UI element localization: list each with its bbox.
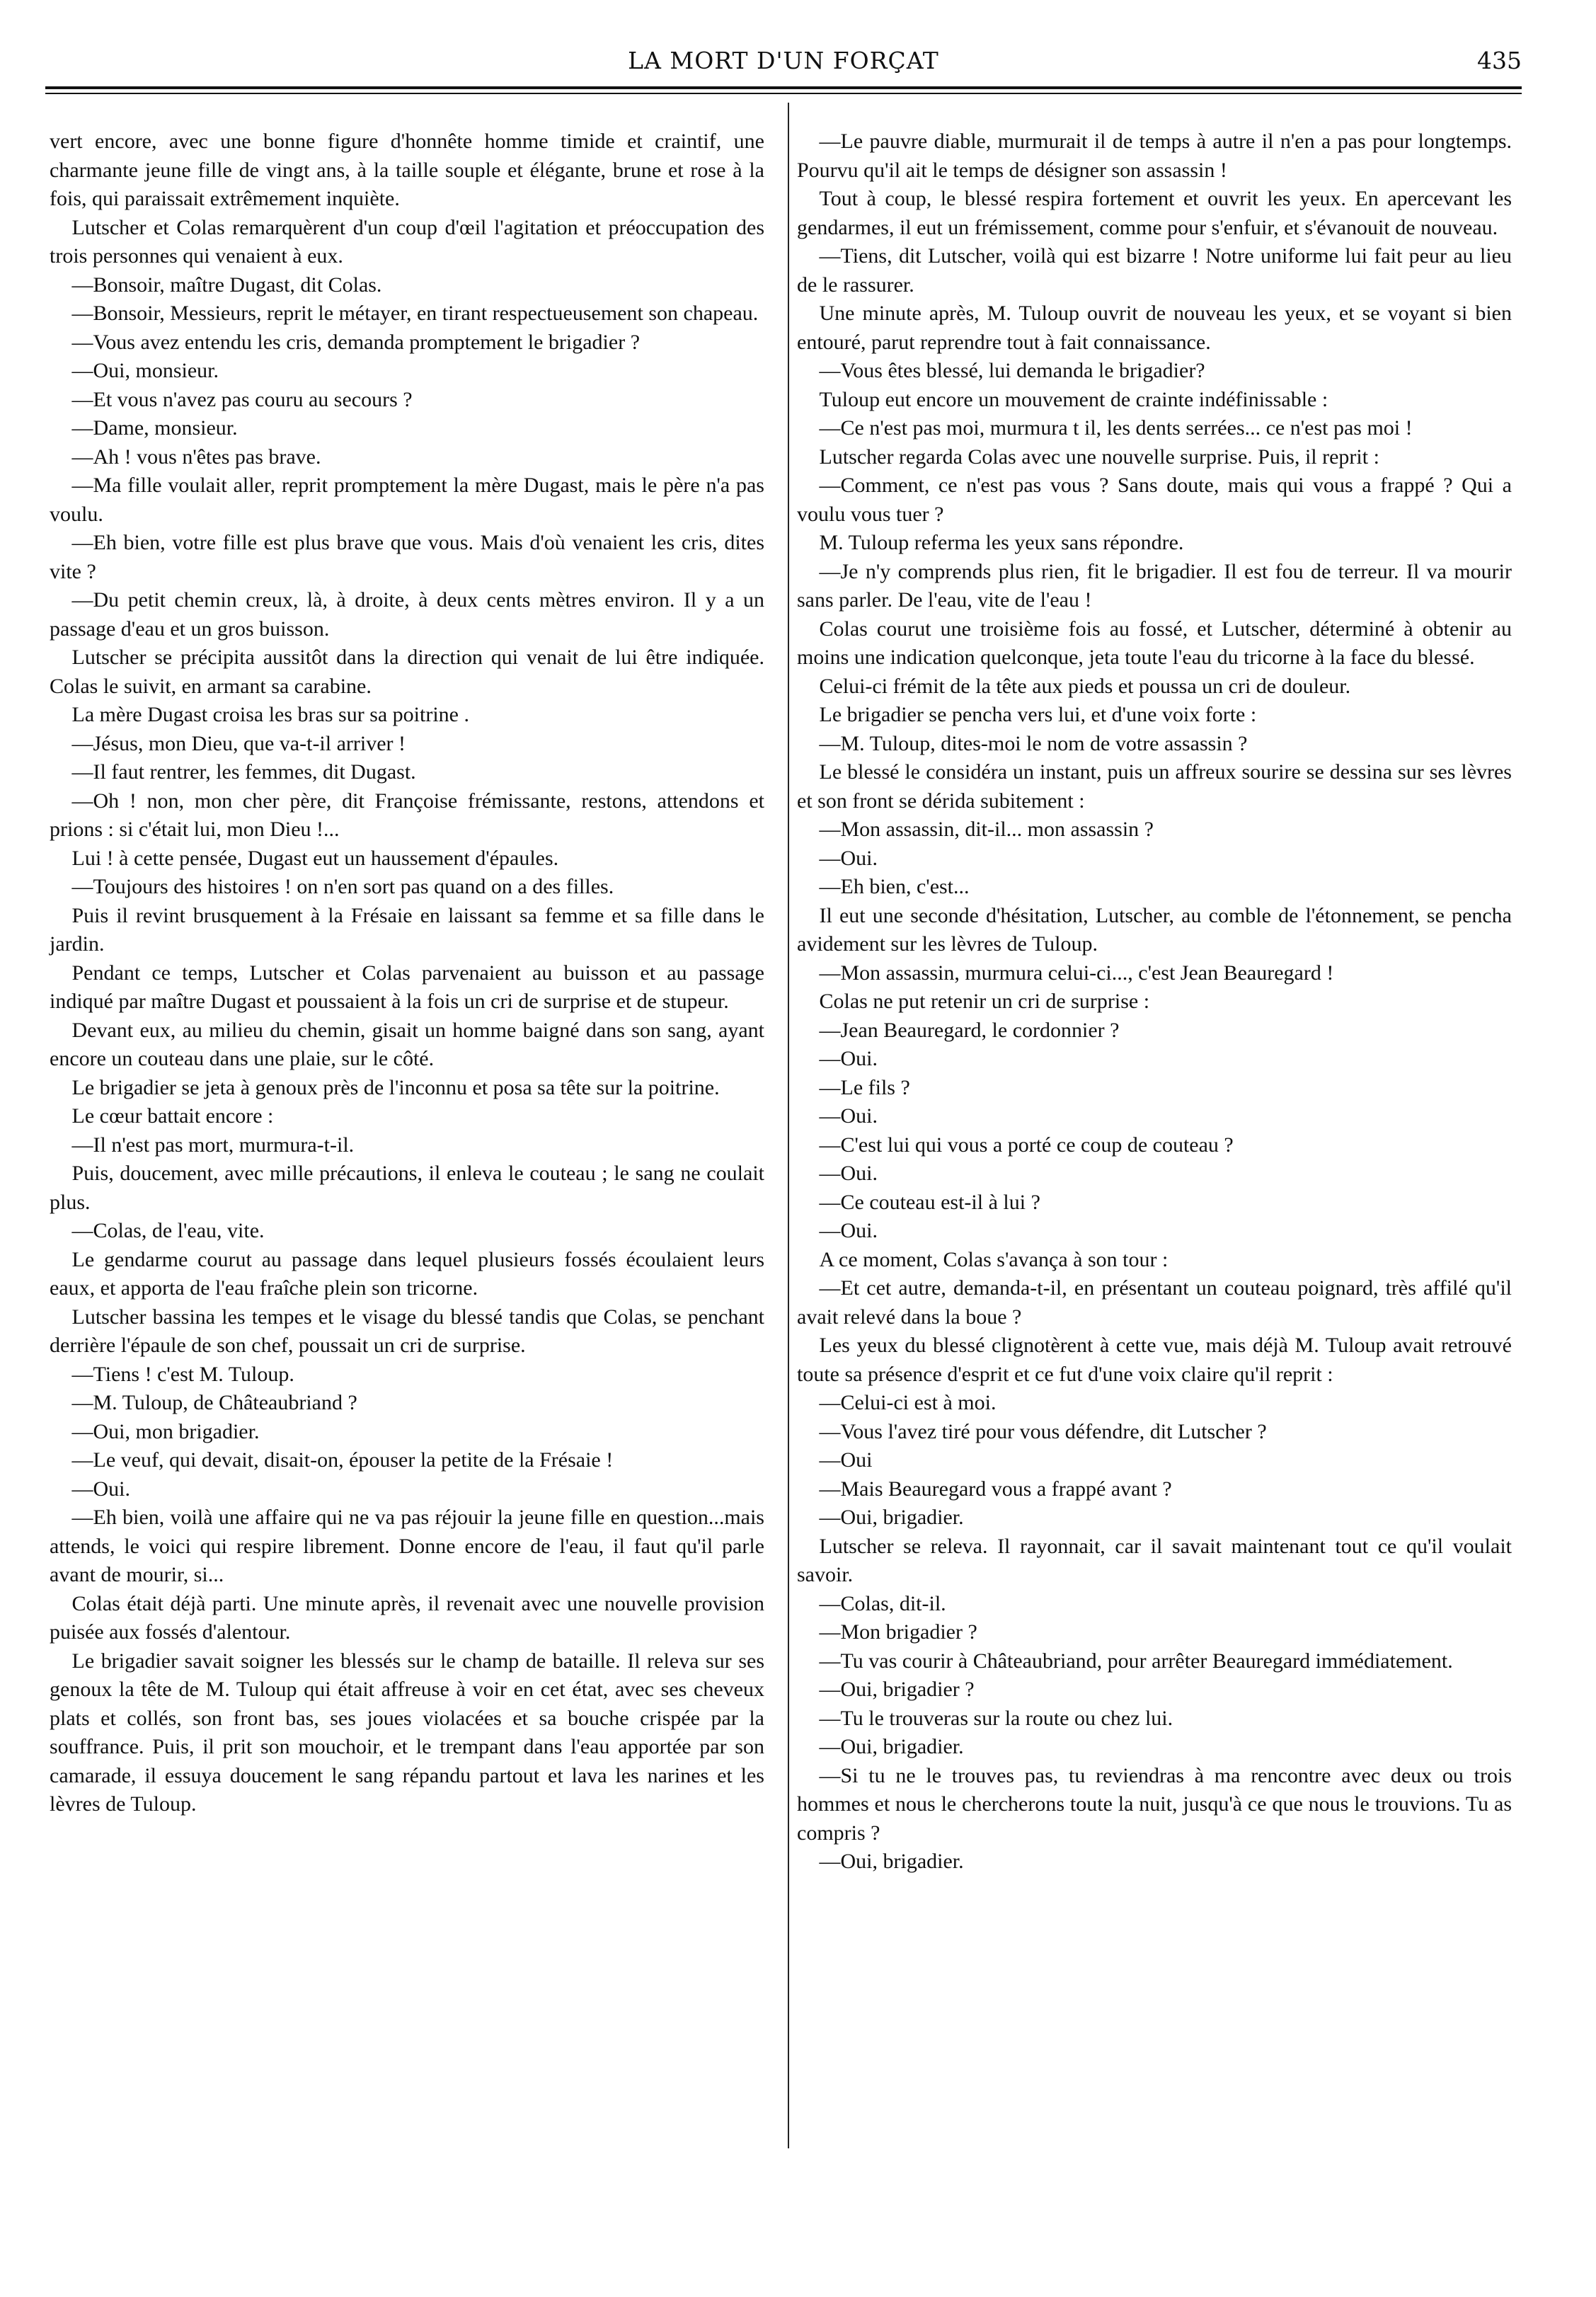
paragraph: Le blessé le considéra un instant, puis un affreux sourire se dessina sur ses lèvres et son front se dérida subitement : <box>797 760 1512 813</box>
paragraph: —Mon assassin, dit-il... mon assassin ? <box>819 818 1154 841</box>
paragraph: —C'est lui qui vous a porté ce coup de couteau ? <box>819 1133 1234 1157</box>
paragraph: —Tu vas courir à Châteaubriand, pour arrêter Beauregard immédiatement. <box>819 1649 1453 1673</box>
paragraph: —Oui. <box>71 1477 130 1501</box>
paragraph: —Oui. <box>819 1219 878 1242</box>
paragraph: —Mais Beauregard vous a frappé avant ? <box>819 1477 1172 1501</box>
header-rule-thin <box>45 93 1522 94</box>
paragraph: —Ma fille voulait aller, reprit promptement la mère Dugast, mais le père n'a pas voulu. <box>50 474 764 526</box>
paragraph: —Du petit chemin creux, là, à droite, à deux cents mètres environ. Il y a un passage d'eau et un gros buisson. <box>50 588 764 641</box>
paragraph: —Jésus, mon Dieu, que va-t-il arriver ! <box>71 731 406 755</box>
paragraph: —Et cet autre, demanda-t-il, en présentant un couteau poignard, très affilé qu'il avait relevé dans la boue ? <box>797 1276 1512 1329</box>
paragraph: —Oui, brigadier. <box>819 1850 964 1873</box>
paragraph: Le brigadier savait soigner les blessés sur le champ de bataille. Il releva sur ses genoux la tête de M. Tuloup qui était affreuse à voir en cet état, avec ses cheveux plats et collés, son front bas, ses joues violacées et sa bouche crispée par la souffrance. Puis, il prit son mouchoir, et le trempant dans l'eau apportée par son camarade, il essuya doucement le sang répandu partout et lava les narines et les lèvres de Tuloup. <box>50 1649 764 1816</box>
paragraph: —M. Tuloup, dites-moi le nom de votre assassin ? <box>819 731 1248 755</box>
paragraph: Le cœur battait encore : <box>71 1104 274 1128</box>
paragraph: Une minute après, M. Tuloup ouvrit de nouveau les yeux, et se voyant si bien entouré, parut reprendre tout à fait connaissance. <box>797 302 1512 354</box>
paragraph: Lutscher se précipita aussitôt dans la direction qui venait de lui être indiquée. Colas le suivit, en armant sa carabine. <box>50 646 764 698</box>
paragraph: —Vous avez entendu les cris, demanda promptement le brigadier ? <box>71 330 641 354</box>
header-rule-thick <box>45 86 1522 89</box>
paragraph: —Bonsoir, maître Dugast, dit Colas. <box>71 273 382 297</box>
paragraph: Lui ! à cette pensée, Dugast eut un haussement d'épaules. <box>71 846 559 870</box>
paragraph: Lutscher et Colas remarquèrent d'un coup d'œil l'agitation et préoccupation des trois personnes qui venaient à eux. <box>50 215 764 268</box>
paragraph: —Le fils ? <box>819 1075 910 1099</box>
paragraph: Colas était déjà parti. Une minute après, il revenait avec une nouvelle provision puisée aux fossés d'alentour. <box>50 1591 764 1644</box>
paragraph: —Vous êtes blessé, lui demanda le brigadier? <box>819 359 1205 382</box>
paragraph: Colas ne put retenir un cri de surprise : <box>819 990 1150 1013</box>
paragraph: Tout à coup, le blessé respira fortement et ouvrit les yeux. En apercevant les gendarmes, il eut un frémissement, comme pour s'enfuir, et s'évanouit de nouveau. <box>797 187 1512 239</box>
paragraph: —Oui, brigadier. <box>819 1506 964 1529</box>
paragraph: —Toujours des histoires ! on n'en sort pas quand on a des filles. <box>71 875 614 898</box>
paragraph: —Ce couteau est-il à lui ? <box>819 1190 1040 1214</box>
paragraph: —Comment, ce n'est pas vous ? Sans doute, mais qui vous a frappé ? Qui a voulu vous tuer ? <box>797 474 1512 526</box>
paragraph: —Mon assassin, murmura celui-ci..., c'est Jean Beauregard ! <box>819 961 1334 985</box>
paragraph: —Celui-ci est à moi. <box>819 1391 997 1414</box>
paragraph: —M. Tuloup, de Châteaubriand ? <box>71 1391 357 1414</box>
paragraph: —Oui <box>819 1448 873 1472</box>
paragraph: Le brigadier se pencha vers lui, et d'une voix forte : <box>819 703 1257 726</box>
paragraph: —Tu le trouveras sur la route ou chez lui. <box>819 1706 1173 1730</box>
column-divider <box>788 103 789 2148</box>
paragraph: —Eh bien, c'est... <box>819 875 970 898</box>
paragraph: —Ah ! vous n'êtes pas brave. <box>71 445 321 469</box>
paragraph: Lutscher regarda Colas avec une nouvelle surprise. Puis, il reprit : <box>819 445 1379 469</box>
paragraph: —Oui, brigadier ? <box>819 1678 975 1701</box>
paragraph: —Oui. <box>819 1162 878 1185</box>
paragraph: —Dame, monsieur. <box>71 416 238 440</box>
running-title: LA MORT D'UN FORÇAT <box>628 47 939 74</box>
paragraph: —Oui, brigadier. <box>819 1735 964 1758</box>
paragraph: —Jean Beauregard, le cordonnier ? <box>819 1018 1120 1042</box>
paragraph: —Oui. <box>819 1104 878 1128</box>
paragraph: —Si tu ne le trouves pas, tu reviendras à ma rencontre avec deux ou trois hommes et nous le chercherons toute la nuit, jusqu'à ce que nous le trouvions. Tu as compris ? <box>797 1763 1512 1845</box>
right-column <box>797 127 1512 1877</box>
paragraph: Celui-ci frémit de la tête aux pieds et poussa un cri de douleur. <box>819 674 1351 698</box>
paragraph: —Colas, dit-il. <box>819 1591 946 1615</box>
paragraph: —Oui. <box>819 1047 878 1070</box>
paragraph: —Tiens, dit Lutscher, voilà qui est bizarre ! Notre uniforme lui fait peur au lieu de le rassurer. <box>797 244 1512 297</box>
left-column <box>50 127 764 1819</box>
paragraph: Puis, doucement, avec mille précautions, il enleva le couteau ; le sang ne coulait plus. <box>50 1162 764 1214</box>
page-header <box>45 47 1522 86</box>
paragraph: Colas courut une troisième fois au fossé, et Lutscher, déterminé à obtenir au moins une indication quelconque, jeta toute l'eau du tricorne à la face du blessé. <box>797 617 1512 669</box>
paragraph: Le gendarme courut au passage dans lequel plusieurs fossés écoulaient leurs eaux, et apporta de l'eau fraîche plein son tricorne. <box>50 1247 764 1300</box>
paragraph: —Bonsoir, Messieurs, reprit le métayer, en tirant respectueusement son chapeau. <box>71 302 759 325</box>
paragraph: Les yeux du blessé clignotèrent à cette vue, mais déjà M. Tuloup avait retrouvé toute sa présence d'esprit et ce fut d'une voix claire qu'il reprit : <box>797 1334 1512 1386</box>
paragraph: —Oh ! non, mon cher père, dit Françoise frémissante, restons, attendons et prions : si c'était lui, mon Dieu !... <box>50 789 764 841</box>
paragraph: —Et vous n'avez pas couru au secours ? <box>71 387 413 411</box>
paragraph: —Ce n'est pas moi, murmura t il, les dents serrées... ce n'est pas moi ! <box>819 416 1413 440</box>
paragraph: —Mon brigadier ? <box>819 1620 977 1644</box>
paragraph: —Il n'est pas mort, murmura-t-il. <box>71 1133 355 1157</box>
paragraph: —Eh bien, voilà une affaire qui ne va pas réjouir la jeune fille en question...mais attends, le voici qui respire librement. Donne encore de l'eau, il faut qu'il parle avant de mourir, si... <box>50 1506 764 1586</box>
paragraph: Devant eux, au milieu du chemin, gisait un homme baigné dans son sang, ayant encore un couteau dans une plaie, sur le côté. <box>50 1018 764 1070</box>
page-number: 435 <box>1477 47 1522 74</box>
paragraph: —Le pauvre diable, murmurait il de temps à autre il n'en a pas pour longtemps. Pourvu qu'il ait le temps de désigner son assassin ! <box>797 130 1512 182</box>
paragraph: Le brigadier se jeta à genoux près de l'inconnu et posa sa tête sur la poitrine. <box>71 1075 720 1099</box>
paragraph: —Je n'y comprends plus rien, fit le brigadier. Il est fou de terreur. Il va mourir sans parler. De l'eau, vite de l'eau ! <box>797 559 1512 612</box>
paragraph: —Le veuf, qui devait, disait-on, épouser la petite de la Frésaie ! <box>71 1448 614 1472</box>
paragraph: Pendant ce temps, Lutscher et Colas parvenaient au buisson et au passage indiqué par maître Dugast et poussaient à la fois un cri de surprise et de stupeur. <box>50 961 764 1013</box>
paragraph: M. Tuloup referma les yeux sans répondre. <box>819 531 1184 554</box>
paragraph: Tuloup eut encore un mouvement de crainte indéfinissable : <box>819 387 1328 411</box>
paragraph: —Colas, de l'eau, vite. <box>71 1219 265 1242</box>
paragraph: Il eut une seconde d'hésitation, Lutscher, au comble de l'étonnement, se pencha avidement sur les lèvres de Tuloup. <box>797 903 1512 956</box>
paragraph: —Oui, monsieur. <box>71 359 219 382</box>
paragraph: —Tiens ! c'est M. Tuloup. <box>71 1362 294 1386</box>
paragraph: Lutscher bassina les tempes et le visage du blessé tandis que Colas, se penchant derrière l'épaule de son chef, poussait un cri de surprise. <box>50 1305 764 1357</box>
paragraph: —Vous l'avez tiré pour vous défendre, dit Lutscher ? <box>819 1419 1267 1443</box>
paragraph: vert encore, avec une bonne figure d'honnête homme timide et craintif, une charmante jeune fille de vingt ans, à la taille souple et élégante, brune et rose à la fois, qui paraissait extrêmement inquiète. <box>50 130 764 210</box>
paragraph: A ce moment, Colas s'avança à son tour : <box>819 1247 1169 1271</box>
paragraph: —Oui, mon brigadier. <box>71 1419 260 1443</box>
paragraph: —Oui. <box>819 846 878 870</box>
paragraph: La mère Dugast croisa les bras sur sa poitrine . <box>71 703 469 726</box>
paragraph: Lutscher se releva. Il rayonnait, car il savait maintenant tout ce qu'il voulait savoir. <box>797 1534 1512 1586</box>
paragraph: Puis il revint brusquement à la Frésaie en laissant sa femme et sa fille dans le jardin. <box>50 903 764 956</box>
paragraph: —Il faut rentrer, les femmes, dit Dugast. <box>71 760 416 784</box>
paragraph: —Eh bien, votre fille est plus brave que vous. Mais d'où venaient les cris, dites vite ? <box>50 531 764 583</box>
